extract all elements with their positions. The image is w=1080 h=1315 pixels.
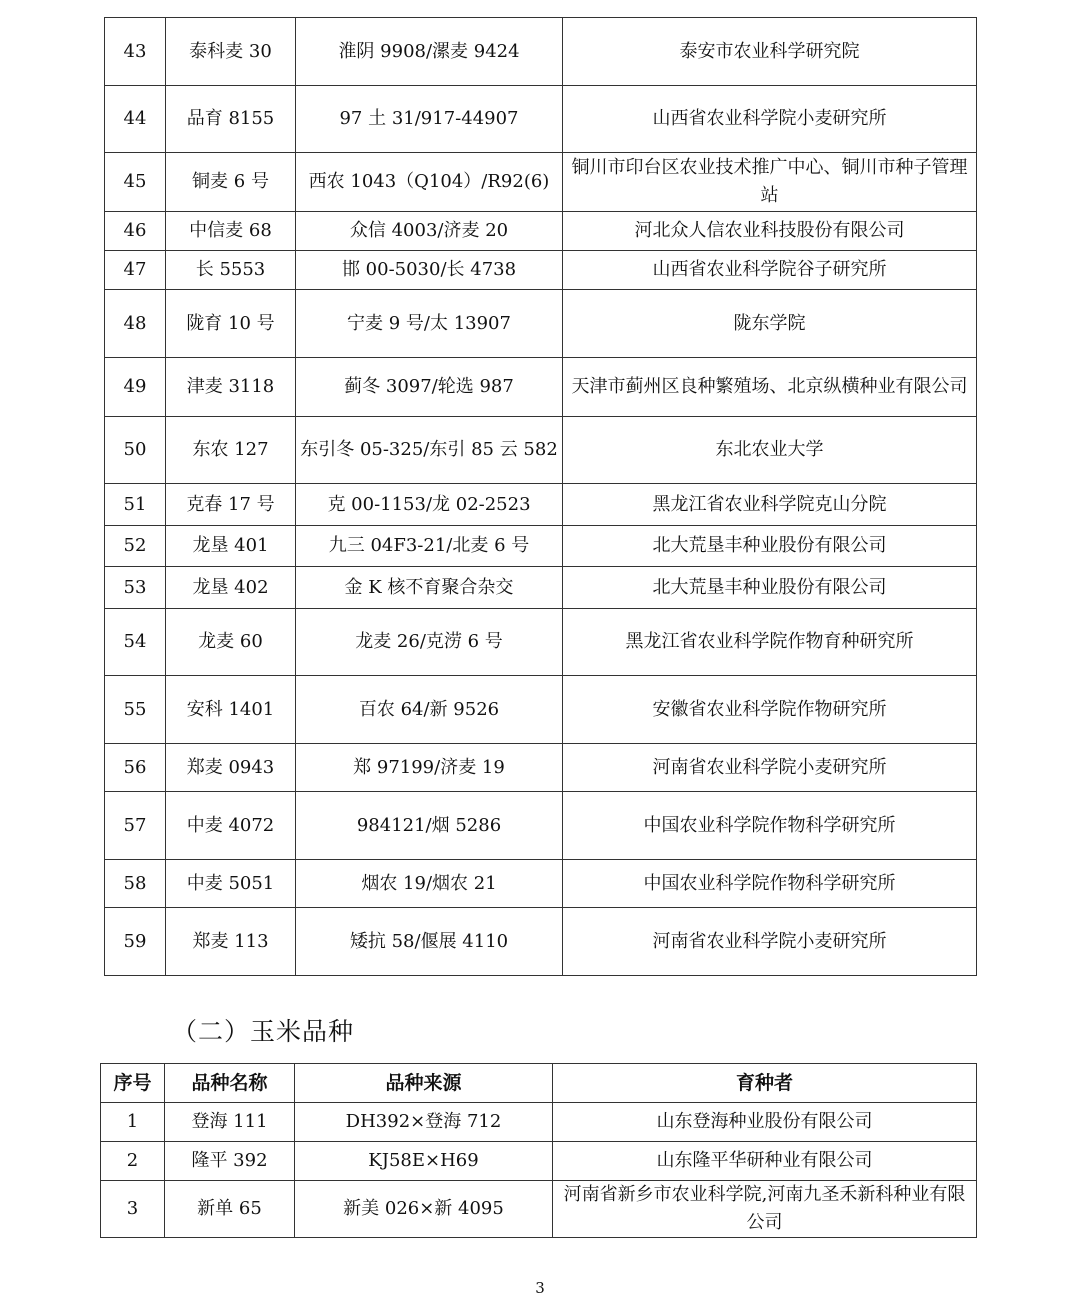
table-row — [105, 860, 977, 908]
table-row — [105, 290, 977, 358]
wheat-variety-table — [104, 17, 977, 976]
cell-source: 九三 04F3-21/北麦 6 号 — [296, 526, 563, 567]
cell-source: 众信 4003/济麦 20 — [296, 212, 563, 251]
cell-name: 中麦 4072 — [166, 792, 296, 860]
corn-variety-table — [100, 1063, 977, 1238]
table-row — [105, 792, 977, 860]
cell-breeder: 安徽省农业科学院作物研究所 — [563, 676, 977, 744]
cell-no: 59 — [105, 908, 166, 976]
cell-no: 2 — [101, 1142, 165, 1181]
section-title: （二）玉米品种 — [172, 1017, 355, 1046]
cell-no: 53 — [105, 567, 166, 609]
table-row — [105, 676, 977, 744]
cell-source: 金 K 核不育聚合杂交 — [296, 567, 563, 609]
cell-breeder: 铜川市印台区农业技术推广中心、铜川市种子管理站 — [563, 153, 977, 212]
cell-source: 新美 026×新 4095 — [295, 1181, 553, 1238]
cell-no: 55 — [105, 676, 166, 744]
cell-name: 龙垦 402 — [166, 567, 296, 609]
cell-source: 矮抗 58/偃展 4110 — [296, 908, 563, 976]
cell-name: 隆平 392 — [165, 1142, 295, 1181]
wheat-table-body — [105, 18, 977, 976]
cell-no: 54 — [105, 609, 166, 676]
cell-no: 57 — [105, 792, 166, 860]
cell-no: 50 — [105, 417, 166, 484]
cell-breeder: 北大荒垦丰种业股份有限公司 — [563, 567, 977, 609]
cell-source: 郑 97199/济麦 19 — [296, 744, 563, 792]
cell-breeder: 河南省农业科学院小麦研究所 — [563, 744, 977, 792]
corn-table-body — [101, 1103, 977, 1238]
table-row — [105, 18, 977, 86]
cell-no: 48 — [105, 290, 166, 358]
cell-source: 蓟冬 3097/轮选 987 — [296, 358, 563, 417]
cell-breeder: 泰安市农业科学研究院 — [563, 18, 977, 86]
cell-source: 宁麦 9 号/太 13907 — [296, 290, 563, 358]
page-number: 3 — [535, 1279, 545, 1297]
cell-name: 龙垦 401 — [166, 526, 296, 567]
cell-no: 49 — [105, 358, 166, 417]
cell-breeder: 北大荒垦丰种业股份有限公司 — [563, 526, 977, 567]
cell-name: 泰科麦 30 — [166, 18, 296, 86]
cell-name: 克春 17 号 — [166, 484, 296, 526]
cell-breeder: 黑龙江省农业科学院作物育种研究所 — [563, 609, 977, 676]
cell-no: 46 — [105, 212, 166, 251]
cell-breeder: 东北农业大学 — [563, 417, 977, 484]
cell-breeder: 河南省农业科学院小麦研究所 — [563, 908, 977, 976]
cell-no: 52 — [105, 526, 166, 567]
cell-breeder: 中国农业科学院作物科学研究所 — [563, 860, 977, 908]
table-row — [105, 484, 977, 526]
cell-breeder: 山西省农业科学院小麦研究所 — [563, 86, 977, 153]
cell-name: 龙麦 60 — [166, 609, 296, 676]
cell-breeder: 黑龙江省农业科学院克山分院 — [563, 484, 977, 526]
table-row — [101, 1103, 977, 1142]
cell-name: 郑麦 113 — [166, 908, 296, 976]
cell-name: 安科 1401 — [166, 676, 296, 744]
cell-no: 58 — [105, 860, 166, 908]
cell-name: 东农 127 — [166, 417, 296, 484]
table-row — [105, 567, 977, 609]
cell-no: 51 — [105, 484, 166, 526]
header-breeder: 育种者 — [553, 1064, 977, 1103]
table-row — [105, 212, 977, 251]
cell-source: 克 00-1153/龙 02-2523 — [296, 484, 563, 526]
cell-breeder: 山东登海种业股份有限公司 — [553, 1103, 977, 1142]
table-row — [105, 251, 977, 290]
cell-source: 烟农 19/烟农 21 — [296, 860, 563, 908]
table-row — [105, 908, 977, 976]
corn-header-row — [101, 1064, 977, 1103]
cell-source: 97 土 31/917-44907 — [296, 86, 563, 153]
header-name: 品种名称 — [165, 1064, 295, 1103]
table-row — [105, 358, 977, 417]
table-row — [105, 744, 977, 792]
table-row — [105, 153, 977, 212]
cell-source: 淮阴 9908/漯麦 9424 — [296, 18, 563, 86]
cell-name: 品育 8155 — [166, 86, 296, 153]
cell-name: 登海 111 — [165, 1103, 295, 1142]
cell-breeder: 河南省新乡市农业科学院,河南九圣禾新科种业有限公司 — [553, 1181, 977, 1238]
cell-source: 邯 00-5030/长 4738 — [296, 251, 563, 290]
header-source: 品种来源 — [295, 1064, 553, 1103]
cell-no: 44 — [105, 86, 166, 153]
cell-breeder: 中国农业科学院作物科学研究所 — [563, 792, 977, 860]
cell-source: 984121/烟 5286 — [296, 792, 563, 860]
table-row — [105, 609, 977, 676]
header-no: 序号 — [101, 1064, 165, 1103]
cell-no: 45 — [105, 153, 166, 212]
cell-breeder: 天津市蓟州区良种繁殖场、北京纵横种业有限公司 — [563, 358, 977, 417]
table-row — [105, 86, 977, 153]
cell-no: 47 — [105, 251, 166, 290]
cell-name: 铜麦 6 号 — [166, 153, 296, 212]
table-row — [105, 417, 977, 484]
cell-source: 龙麦 26/克涝 6 号 — [296, 609, 563, 676]
cell-name: 津麦 3118 — [166, 358, 296, 417]
table-row — [105, 526, 977, 567]
cell-name: 新单 65 — [165, 1181, 295, 1238]
cell-source: 东引冬 05-325/东引 85 云 582 — [296, 417, 563, 484]
cell-source: 西农 1043（Q104）/R92(6) — [296, 153, 563, 212]
cell-breeder: 河北众人信农业科技股份有限公司 — [563, 212, 977, 251]
cell-name: 陇育 10 号 — [166, 290, 296, 358]
cell-breeder: 山西省农业科学院谷子研究所 — [563, 251, 977, 290]
cell-name: 中信麦 68 — [166, 212, 296, 251]
cell-name: 长 5553 — [166, 251, 296, 290]
cell-name: 郑麦 0943 — [166, 744, 296, 792]
cell-no: 1 — [101, 1103, 165, 1142]
cell-source: KJ58E×H69 — [295, 1142, 553, 1181]
cell-source: DH392×登海 712 — [295, 1103, 553, 1142]
cell-no: 56 — [105, 744, 166, 792]
table-row — [101, 1142, 977, 1181]
cell-source: 百农 64/新 9526 — [296, 676, 563, 744]
cell-name: 中麦 5051 — [166, 860, 296, 908]
cell-no: 43 — [105, 18, 166, 86]
cell-breeder: 陇东学院 — [563, 290, 977, 358]
cell-breeder: 山东隆平华研种业有限公司 — [553, 1142, 977, 1181]
table-row — [101, 1181, 977, 1238]
cell-no: 3 — [101, 1181, 165, 1238]
